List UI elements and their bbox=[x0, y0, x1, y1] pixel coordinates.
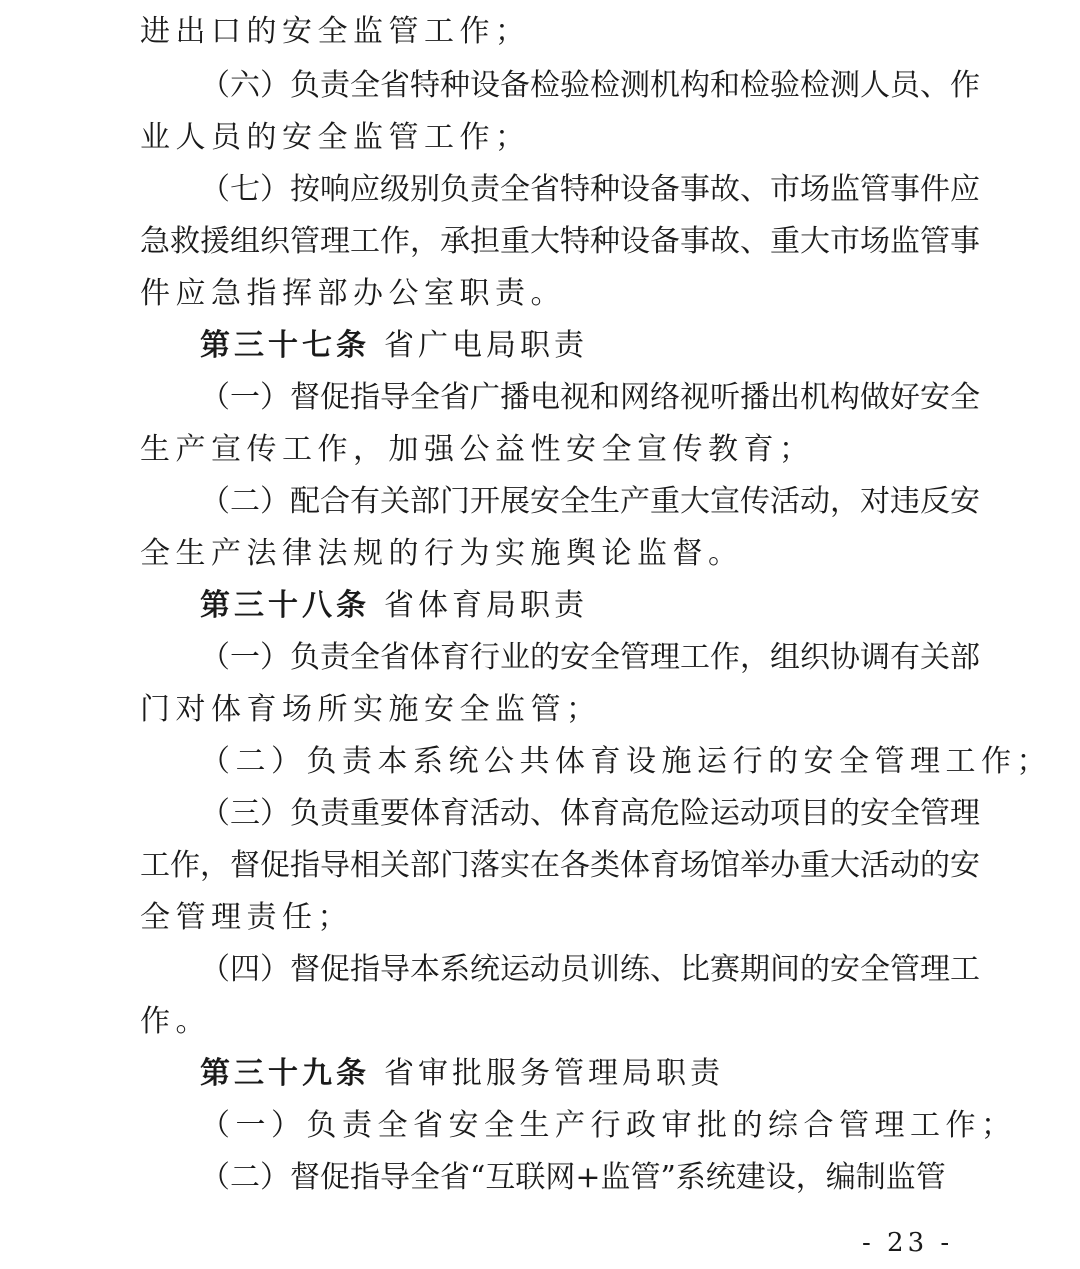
text-line: 进出口的安全监管工作； bbox=[140, 14, 531, 49]
article-heading bbox=[200, 586, 940, 626]
text-line: 业人员的安全监管工作； bbox=[140, 120, 531, 155]
text-line: （六）负责全省特种设备检验检测机构和检验检测人员、作 bbox=[200, 68, 980, 103]
text-line: （二）配合有关部门开展安全生产重大宣传活动，对违反安 bbox=[200, 484, 980, 519]
article-title: 省体育局职责 bbox=[384, 588, 588, 623]
text-line: （一）负责全省体育行业的安全管理工作，组织协调有关部 bbox=[200, 640, 980, 675]
article-title: 省广电局职责 bbox=[384, 328, 588, 363]
text-line: 件应急指挥部办公室职责。 bbox=[140, 276, 566, 311]
article-number: 第三十九条 bbox=[200, 1056, 370, 1091]
article-heading bbox=[200, 326, 940, 366]
text-line: 急救援组织管理工作，承担重大特种设备事故、重大市场监管事 bbox=[140, 224, 980, 259]
article-number: 第三十七条 bbox=[200, 328, 370, 363]
article-title: 省审批服务管理局职责 bbox=[384, 1056, 724, 1091]
article-heading bbox=[200, 1054, 940, 1094]
text-line: 作。 bbox=[140, 1004, 211, 1039]
text-line: （一）负责全省安全生产行政审批的综合管理工作； bbox=[200, 1108, 1017, 1143]
text-line: 全管理责任； bbox=[140, 900, 353, 935]
page-number: - 23 - bbox=[862, 1228, 954, 1258]
text-line: 工作，督促指导相关部门落实在各类体育场馆举办重大活动的安 bbox=[140, 848, 980, 883]
text-line: （二）督促指导全省“互联网+监管”系统建设，编制监管 bbox=[200, 1160, 946, 1195]
article-number: 第三十八条 bbox=[200, 588, 370, 623]
text-line: （四）督促指导本系统运动员训练、比赛期间的安全管理工 bbox=[200, 952, 980, 987]
text-line: （七）按响应级别负责全省特种设备事故、市场监管事件应 bbox=[200, 172, 980, 207]
text-line: 全生产法律法规的行为实施舆论监督。 bbox=[140, 536, 744, 571]
text-line: （三）负责重要体育活动、体育高危险运动项目的安全管理 bbox=[200, 796, 980, 831]
text-line: （一）督促指导全省广播电视和网络视听播出机构做好安全 bbox=[200, 380, 980, 415]
text-line: 门对体育场所实施安全监管； bbox=[140, 692, 602, 727]
text-line: 生产宣传工作，加强公益性安全宣传教育； bbox=[140, 432, 815, 467]
text-line: （二）负责本系统公共体育设施运行的安全管理工作； bbox=[200, 744, 1052, 779]
